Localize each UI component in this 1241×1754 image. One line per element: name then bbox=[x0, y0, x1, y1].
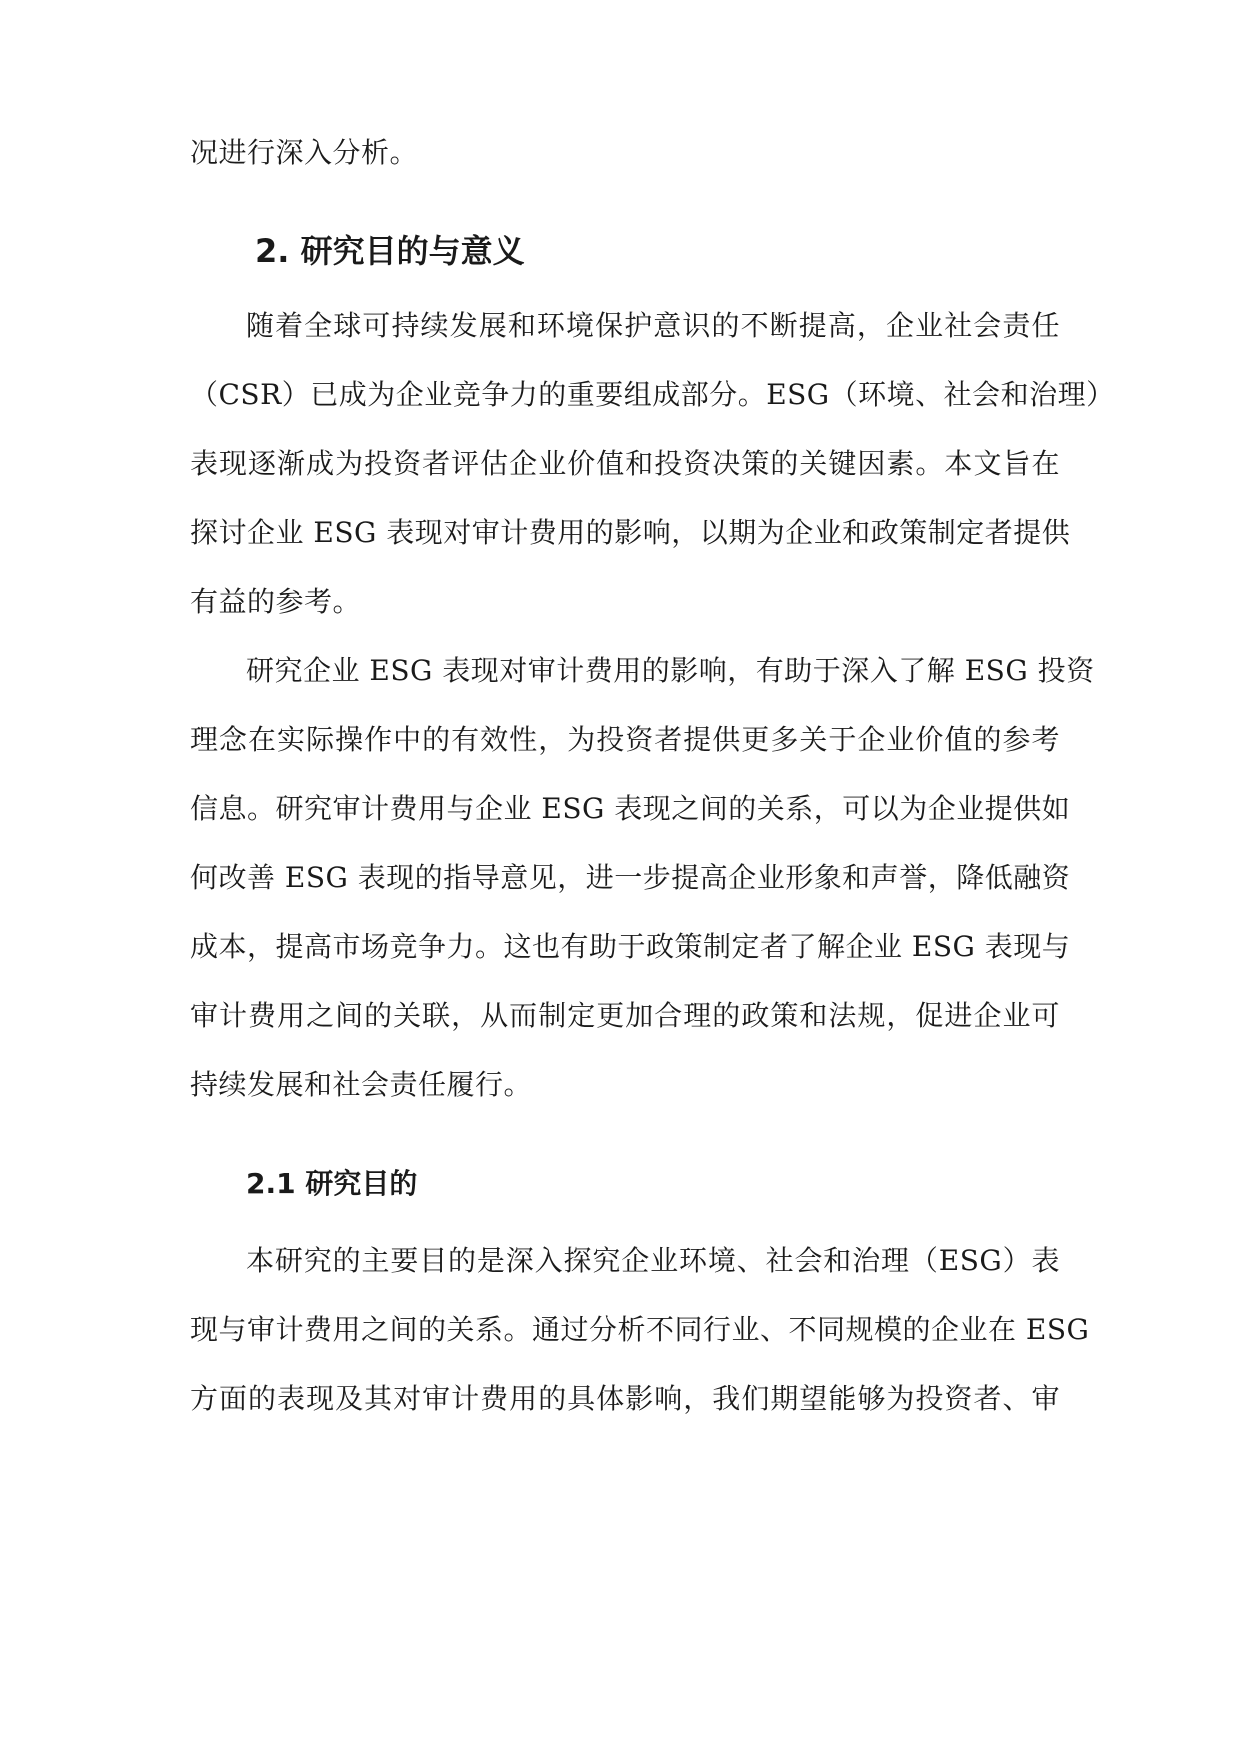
section-2-para2-line-1: 研究企业 ESG 表现对审计费用的影响，有助于深入了解 ESG 投资 bbox=[246, 654, 1095, 687]
section-2-para2-line-2: 理念在实际操作中的有效性，为投资者提供更多关于企业价值的参考 bbox=[190, 723, 1060, 756]
section-2-para1-line-3: 表现逐渐成为投资者评估企业价值和投资决策的关键因素。本文旨在 bbox=[190, 447, 1060, 480]
section-2-para2-line-6: 审计费用之间的关联，从而制定更加合理的政策和法规，促进企业可 bbox=[190, 999, 1060, 1032]
section-2-para2-line-4: 何改善 ESG 表现的指导意见，进一步提高企业形象和声誉，降低融资 bbox=[190, 861, 1071, 894]
section-2-1-heading: 2.1 研究目的 bbox=[246, 1167, 418, 1200]
section-2-para1-line-1: 随着全球可持续发展和环境保护意识的不断提高，企业社会责任 bbox=[246, 309, 1060, 342]
section-2-para1-line-5: 有益的参考。 bbox=[190, 585, 362, 618]
section-2-1-para1-line-2: 现与审计费用之间的关系。通过分析不同行业、不同规模的企业在 ESG bbox=[190, 1313, 1090, 1346]
section-2-para1-line-2: （CSR）已成为企业竞争力的重要组成部分。ESG（环境、社会和治理） bbox=[190, 378, 1115, 411]
section-2-para2-line-7: 持续发展和社会责任履行。 bbox=[190, 1068, 533, 1101]
section-2-para2-line-5: 成本，提高市场竞争力。这也有助于政策制定者了解企业 ESG 表现与 bbox=[190, 930, 1071, 963]
intro-tail-line: 况进行深入分析。 bbox=[190, 136, 419, 169]
section-2-para2-line-3: 信息。研究审计费用与企业 ESG 表现之间的关系，可以为企业提供如 bbox=[190, 792, 1071, 825]
section-2-1-para1-line-3: 方面的表现及其对审计费用的具体影响，我们期望能够为投资者、审 bbox=[190, 1382, 1060, 1415]
section-2-heading: 2. 研究目的与意义 bbox=[255, 232, 525, 270]
section-2-1-para1-line-1: 本研究的主要目的是深入探究企业环境、社会和治理（ESG）表 bbox=[246, 1244, 1060, 1277]
section-2-para1-line-4: 探讨企业 ESG 表现对审计费用的影响，以期为企业和政策制定者提供 bbox=[190, 516, 1071, 549]
